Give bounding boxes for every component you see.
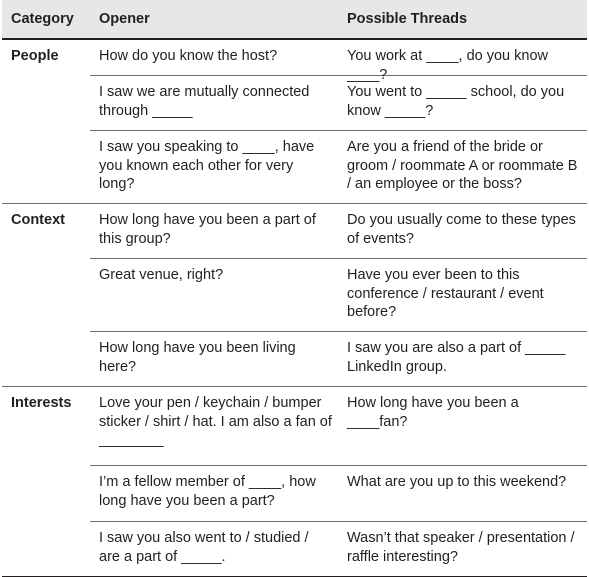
table-row bbox=[2, 387, 587, 466]
opener-cell: I’m a fellow member of ____, how long have you been a part? bbox=[90, 466, 338, 522]
opener-cell: I saw you speaking to ____, have you known each other for very long? bbox=[90, 131, 338, 204]
opener-cell: How long have you been living here? bbox=[90, 332, 338, 387]
opener-cell: I saw we are mutually connected through _____ bbox=[90, 76, 338, 131]
header-opener: Opener bbox=[99, 11, 150, 27]
opener-cell: I saw you also went to / studied / are a part of _____. bbox=[90, 522, 338, 577]
category-cell bbox=[2, 522, 90, 577]
opener-cell: How long have you been a part of this group? bbox=[90, 204, 338, 259]
table-row bbox=[2, 522, 587, 577]
category-cell bbox=[2, 466, 90, 522]
table-row bbox=[2, 131, 587, 204]
threads-cell: I saw you are also a part of _____ LinkedIn group. bbox=[338, 332, 587, 387]
table-row bbox=[2, 76, 587, 131]
category-cell bbox=[2, 76, 90, 131]
category-cell bbox=[2, 259, 90, 332]
threads-cell: Are you a friend of the bride or groom / roommate A or roommate B / an employee or the boss? bbox=[338, 131, 587, 204]
opener-cell: Great venue, right? bbox=[90, 259, 338, 332]
category-cell bbox=[2, 332, 90, 387]
opener-cell: Love your pen / keychain / bumper sticker / shirt / hat. I am also a fan of ________ bbox=[90, 387, 338, 466]
opener-cell: How do you know the host? bbox=[90, 40, 338, 76]
threads-cell: Wasn’t that speaker / presentation / raffle interesting? bbox=[338, 522, 587, 577]
category-cell bbox=[2, 131, 90, 204]
table-row bbox=[2, 332, 587, 387]
threads-cell: How long have you been a ____fan? bbox=[338, 387, 587, 466]
threads-cell: Do you usually come to these types of events? bbox=[338, 204, 587, 259]
threads-cell: You went to _____ school, do you know _____? bbox=[338, 76, 587, 131]
table-row bbox=[2, 40, 587, 83]
category-cell: Interests bbox=[11, 395, 72, 411]
threads-cell: What are you up to this weekend? bbox=[338, 466, 587, 522]
table-row bbox=[2, 466, 587, 522]
category-cell: Context bbox=[11, 212, 65, 228]
table-row bbox=[2, 259, 587, 332]
header-possible-threads: Possible Threads bbox=[347, 11, 468, 27]
conversation-starters-table bbox=[2, 0, 587, 577]
threads-cell: Have you ever been to this conference / restaurant / event before? bbox=[338, 259, 587, 332]
table-row bbox=[2, 204, 587, 259]
threads-cell: You work at ____, do you know ____? bbox=[338, 40, 587, 76]
header-category: Category bbox=[11, 11, 74, 27]
table-header bbox=[2, 0, 587, 38]
category-cell: People bbox=[11, 48, 59, 64]
